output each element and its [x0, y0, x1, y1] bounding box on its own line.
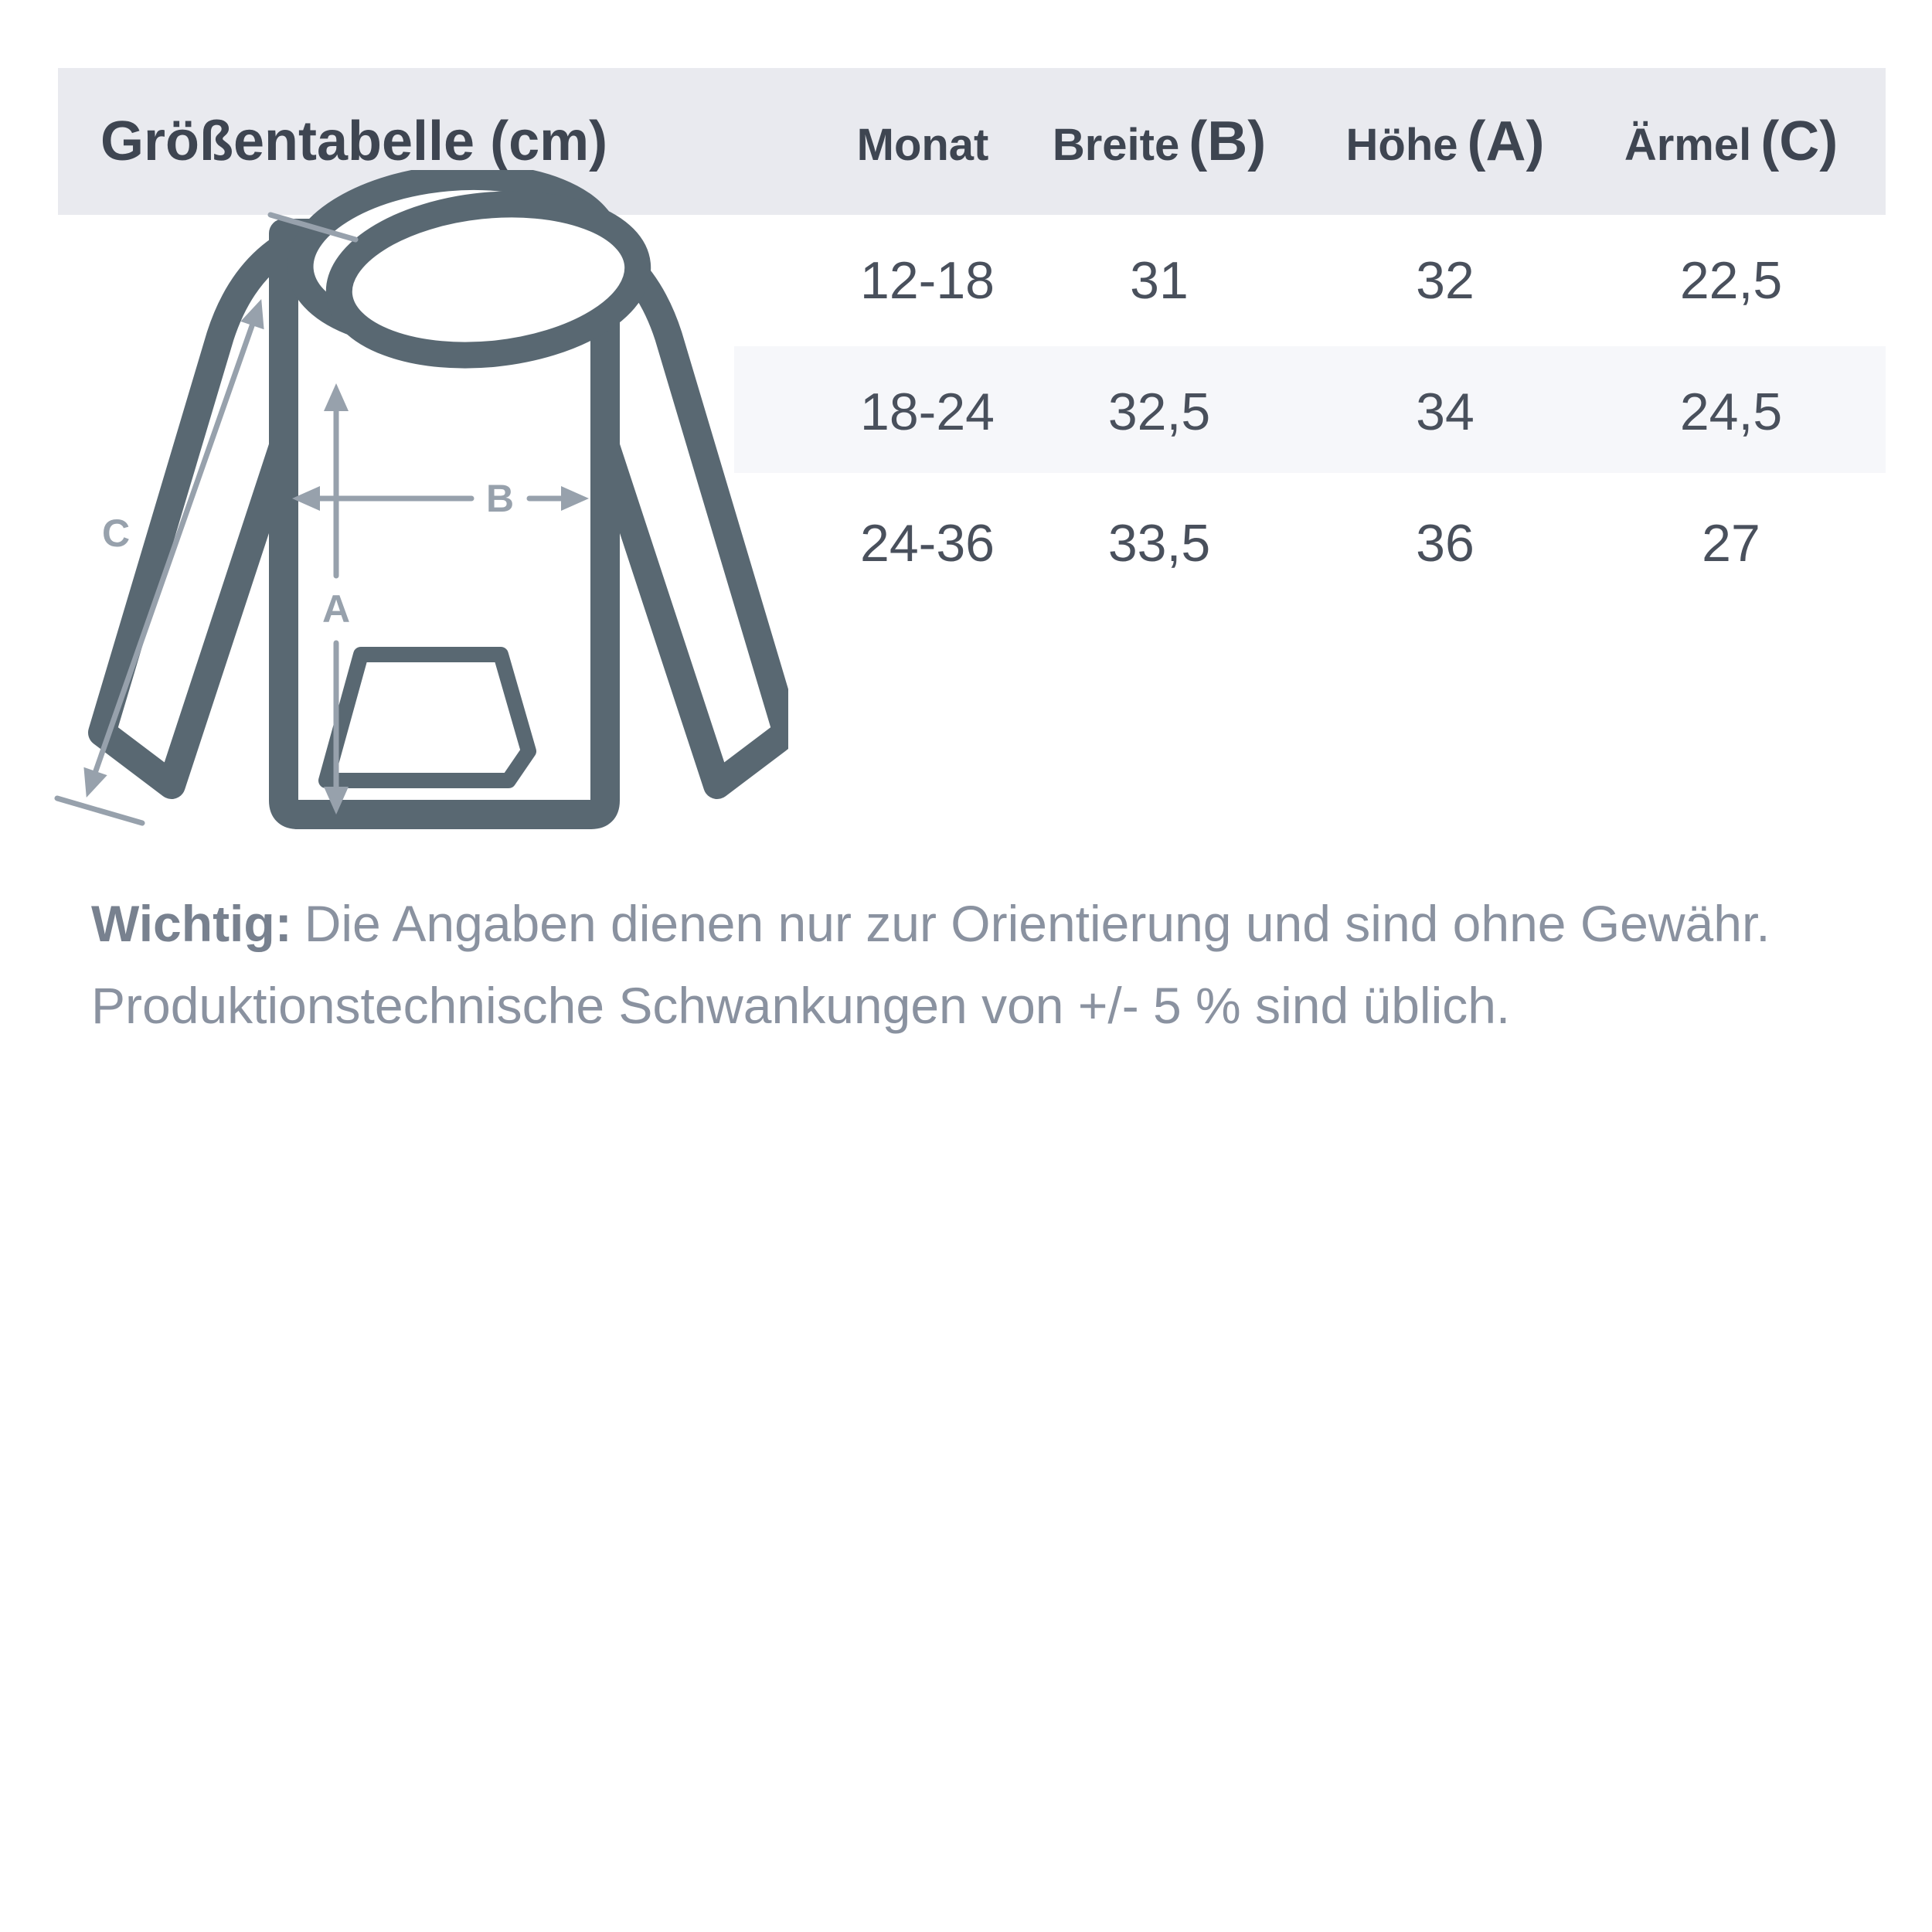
cell-monat: 24-36: [860, 514, 995, 573]
disclaimer-text-2: Produktionstechnische Schwankungen von +/- 5 % sind üblich.: [91, 977, 1511, 1034]
cell-breite: 31: [1130, 251, 1189, 310]
column-header-label: Monat: [856, 120, 989, 170]
cell-breite: 33,5: [1107, 514, 1211, 573]
cell-aermel: 27: [1702, 514, 1760, 573]
cell-monat: 12-18: [860, 251, 995, 310]
cell-monat: 18-24: [860, 383, 995, 441]
cell-hoehe: 34: [1416, 383, 1475, 441]
dimension-label-a: A: [321, 587, 351, 631]
disclaimer-line-1: [91, 883, 1770, 964]
cell-aermel: 24,5: [1679, 383, 1783, 441]
size-chart-title: Größentabelle (cm): [100, 111, 608, 172]
disclaimer-text-1: Die Angaben dienen nur zur Orientierung und sind ohne Gewähr.: [304, 895, 1770, 952]
disclaimer-note: [91, 883, 1770, 1046]
column-header-dim: (B): [1189, 111, 1267, 172]
cell-hoehe: 36: [1416, 514, 1475, 573]
column-header-label: Breite: [1052, 120, 1180, 170]
dimension-label-b: B: [485, 477, 515, 520]
column-header-aermel: [1624, 110, 1838, 173]
cell-hoehe: 32: [1416, 251, 1475, 310]
hoodie-pocket: [326, 655, 529, 781]
column-header-label: Ärmel: [1624, 120, 1752, 170]
hoodie-diagram: [54, 170, 788, 850]
column-header-hoehe: [1346, 110, 1545, 173]
cell-breite: 32,5: [1107, 383, 1211, 441]
column-header-dim: (C): [1760, 111, 1838, 172]
dimension-label-c: C: [101, 512, 131, 555]
disclaimer-line-2: [91, 964, 1770, 1046]
column-header-monat: [857, 110, 998, 173]
column-header-label: Höhe: [1345, 120, 1458, 170]
disclaimer-lead: Wichtig:: [91, 895, 292, 952]
column-header-dim: (A): [1467, 111, 1545, 172]
column-header-breite: [1053, 110, 1266, 173]
cell-aermel: 22,5: [1679, 251, 1783, 310]
